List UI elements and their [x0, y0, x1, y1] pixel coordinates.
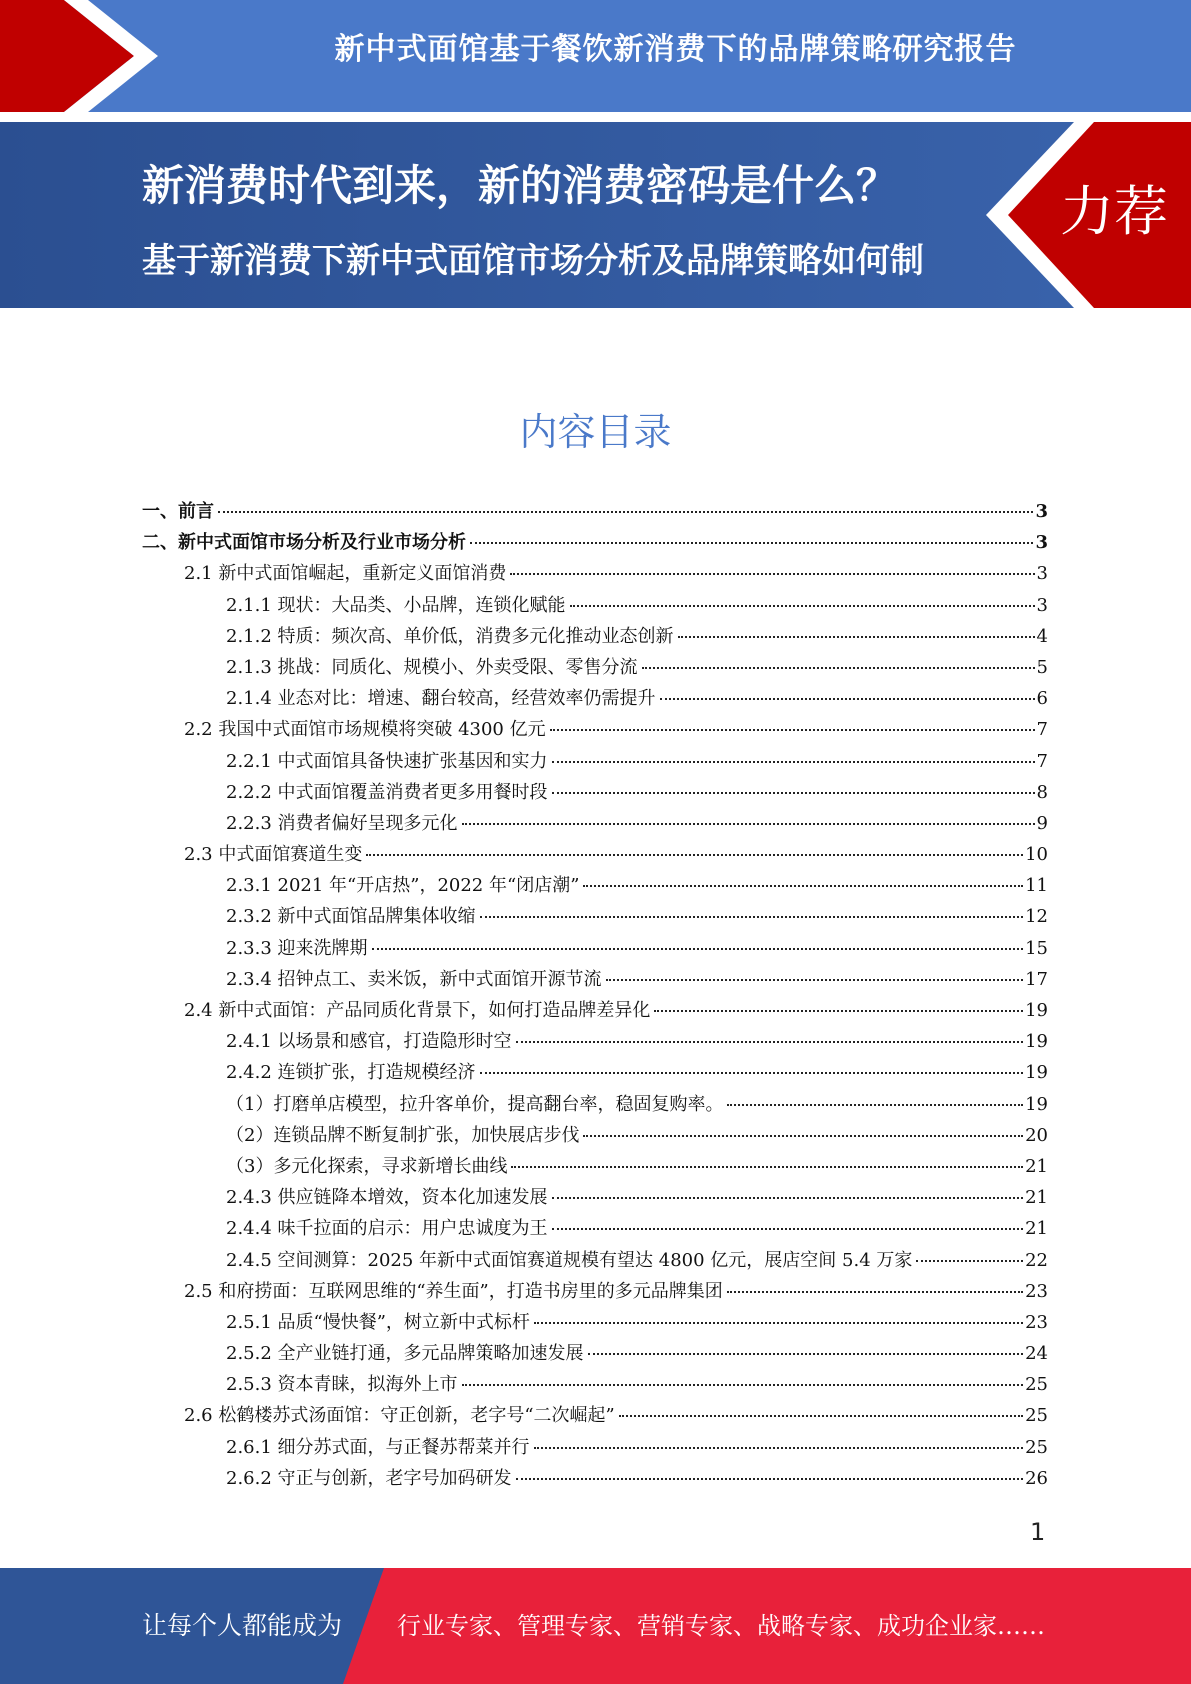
toc-entry-label: 2.5.1 品质“慢快餐”，树立新中式标杆 [226, 1311, 530, 1333]
toc-dot-leader [470, 541, 1033, 544]
toc-entry-label: （1）打磨单店模型，拉升客单价，提高翻台率，稳固复购率。 [226, 1093, 724, 1115]
toc-entry-page: 19 [1025, 1062, 1048, 1084]
toc-entry-page: 7 [1036, 719, 1048, 741]
toc-entry-label: 2.4.1 以场景和感官，打造隐形时空 [226, 1031, 512, 1053]
toc-entry[interactable] [142, 746, 1048, 777]
toc-entry[interactable] [142, 1182, 1048, 1213]
footer-band [0, 1568, 1191, 1684]
toc-dot-leader [462, 822, 1035, 825]
toc-entry-page: 12 [1025, 906, 1048, 928]
toc-entry-page: 20 [1025, 1124, 1048, 1146]
toc-entry-page: 4 [1036, 625, 1048, 647]
toc-entry-page: 22 [1025, 1249, 1048, 1271]
hero-headline: 新消费时代到来，新的消费密码是什么？ [142, 161, 899, 210]
toc-entry-page: 11 [1025, 875, 1048, 897]
toc-entry[interactable] [142, 1369, 1048, 1400]
toc-entry-label: 2.1.4 业态对比：增速、翻台较高，经营效率仍需提升 [226, 688, 656, 710]
toc-entry-page: 8 [1036, 781, 1048, 803]
toc-dot-leader [510, 572, 1034, 575]
toc-entry[interactable] [142, 1432, 1048, 1463]
toc-entry[interactable] [142, 496, 1048, 527]
toc-entry-page: 3 [1036, 563, 1048, 585]
toc-entry-label: 2.4 新中式面馆：产品同质化背景下，如何打造品牌差异化 [184, 1000, 651, 1021]
toc-dot-leader [619, 1414, 1023, 1417]
toc-entry[interactable] [142, 652, 1048, 683]
toc-entry-page: 25 [1025, 1405, 1048, 1427]
toc-entry-label: 2.3 中式面馆赛道生变 [184, 844, 363, 866]
toc-entry[interactable] [142, 683, 1048, 714]
toc-entry-page: 15 [1025, 937, 1048, 959]
toc-entry-label: 2.6.1 细分苏式面，与正餐苏帮菜并行 [226, 1436, 530, 1458]
toc-dot-leader [372, 947, 1024, 950]
toc-entry-page: 26 [1025, 1467, 1048, 1489]
toc-dot-leader [218, 510, 1033, 513]
toc-entry[interactable] [142, 964, 1048, 995]
toc-entry-label: 2.6 松鹤楼苏式汤面馆：守正创新，老字号“二次崛起” [184, 1405, 615, 1427]
toc-dot-leader [480, 915, 1024, 918]
toc-entry-label: 二、新中式面馆市场分析及行业市场分析 [142, 532, 466, 554]
toc-entry[interactable] [142, 933, 1048, 964]
toc-dot-leader [550, 728, 1035, 731]
toc-entry[interactable] [142, 1057, 1048, 1088]
toc-entry-page: 19 [1025, 1093, 1048, 1115]
toc-entry[interactable] [142, 1400, 1048, 1431]
toc-dot-leader [552, 1227, 1024, 1230]
toc-entry-label: 2.2 我国中式面馆市场规模将突破 4300 亿元 [184, 719, 546, 741]
toc-entry[interactable] [142, 901, 1048, 932]
toc-entry-page: 25 [1025, 1374, 1048, 1396]
toc-entry[interactable] [142, 1120, 1048, 1151]
toc-entry-page: 21 [1025, 1155, 1048, 1177]
toc-dot-leader [552, 791, 1035, 794]
toc-dot-leader [462, 1383, 1024, 1386]
toc-dot-leader [552, 1196, 1024, 1199]
toc-entry[interactable] [142, 1463, 1048, 1494]
toc-entry-label: 2.3.4 招钟点工、卖米饭，新中式面馆开源节流 [226, 968, 602, 990]
top-header-band [0, 0, 1191, 112]
toc-entry[interactable] [142, 1307, 1048, 1338]
toc-entry-page: 3 [1036, 594, 1048, 616]
toc-entry-page: 21 [1025, 1187, 1048, 1209]
toc-dot-leader [552, 760, 1035, 763]
toc-entry[interactable] [142, 1245, 1048, 1276]
toc-entry[interactable] [142, 1276, 1048, 1307]
toc-entry[interactable] [142, 714, 1048, 745]
toc-entry-page: 23 [1025, 1311, 1048, 1333]
toc-entry[interactable] [142, 777, 1048, 808]
toc-dot-leader [678, 635, 1035, 638]
toc-entry-label: 2.3.2 新中式面馆品牌集体收缩 [226, 906, 476, 928]
toc-entry-label: 2.5.3 资本青睐，拟海外上市 [226, 1374, 458, 1396]
page-number: 1 [1030, 1518, 1046, 1546]
toc-entry-label: （3）多元化探索，寻求新增长曲线 [226, 1155, 508, 1177]
toc-entry[interactable] [142, 1026, 1048, 1057]
toc-entry-page: 3 [1035, 532, 1048, 554]
toc-entry-label: 2.4.2 连锁扩张，打造规模经济 [226, 1062, 476, 1084]
toc-dot-leader [516, 1477, 1024, 1480]
recommend-badge: 力荐 [1060, 180, 1168, 243]
toc-entry[interactable] [142, 995, 1048, 1026]
toc-dot-leader [366, 853, 1023, 856]
toc-entry-page: 10 [1025, 844, 1048, 866]
toc-entry-page: 19 [1025, 1031, 1048, 1053]
toc-entry[interactable] [142, 527, 1048, 558]
toc-dot-leader [511, 1165, 1023, 1168]
toc-dot-leader [642, 666, 1035, 669]
toc-entry-label: 2.2.3 消费者偏好呈现多元化 [226, 812, 458, 834]
toc-entry[interactable] [142, 1089, 1048, 1120]
toc-entry-page: 23 [1025, 1280, 1048, 1302]
toc-entry-page: 21 [1025, 1218, 1048, 1240]
toc-entry[interactable] [142, 590, 1048, 621]
toc-entry-page: 5 [1036, 656, 1048, 678]
toc-dot-leader [583, 884, 1023, 887]
toc-dot-leader [727, 1103, 1023, 1106]
toc-dot-leader [570, 604, 1035, 607]
toc-entry[interactable] [142, 870, 1048, 901]
toc-entry-label: 一、前言 [142, 501, 214, 522]
toc-entry-page: 9 [1036, 812, 1048, 834]
toc-dot-leader [534, 1321, 1023, 1324]
toc-entry-label: 2.1.2 特质：频次高、单价低，消费多元化推动业态创新 [226, 625, 674, 647]
hero-band [0, 122, 1191, 347]
toc-dot-leader [916, 1259, 1023, 1262]
toc-entry-label: 2.6.2 守正与创新，老字号加码研发 [226, 1467, 512, 1489]
toc-entry[interactable] [142, 808, 1048, 839]
toc-entry-page: 3 [1035, 501, 1048, 522]
toc-entry-label: 2.4.4 味千拉面的启示：用户忠诚度为王 [226, 1218, 548, 1240]
toc-dot-leader [654, 1009, 1023, 1012]
toc-dot-leader [534, 1446, 1024, 1449]
toc-entry[interactable] [142, 558, 1048, 589]
footer-slogan-right: 行业专家、管理专家、营销专家、战略专家、成功企业家…… [397, 1612, 1045, 1640]
toc-entry-label: 2.4.3 供应链降本增效，资本化加速发展 [226, 1187, 548, 1209]
toc-entry-label: 2.5.2 全产业链打通，多元品牌策略加速发展 [226, 1343, 584, 1365]
toc-entry-page: 17 [1025, 968, 1048, 990]
toc-entry-label: （2）连锁品牌不断复制扩张，加快展店步伐 [226, 1124, 580, 1146]
toc-entry-label: 2.1.3 挑战：同质化、规模小、外卖受限、零售分流 [226, 656, 638, 678]
toc-dot-leader [583, 1134, 1023, 1137]
toc-entry[interactable] [142, 1338, 1048, 1369]
footer-slogan-left: 让每个人都能成为 [142, 1611, 343, 1640]
toc-dot-leader [660, 697, 1035, 700]
toc-entry-label: 2.1.1 现状：大品类、小品牌，连锁化赋能 [226, 594, 566, 616]
toc-entry[interactable] [142, 621, 1048, 652]
toc-dot-leader [516, 1040, 1024, 1043]
report-title: 新中式面馆基于餐饮新消费下的品牌策略研究报告 [334, 32, 1017, 67]
toc-heading: 内容目录 [519, 410, 672, 454]
toc-entry-label: 2.2.2 中式面馆覆盖消费者更多用餐时段 [226, 781, 548, 803]
toc-dot-leader [480, 1071, 1024, 1074]
toc-entry[interactable] [142, 1151, 1048, 1182]
toc-entry-label: 2.4.5 空间测算：2025 年新中式面馆赛道规模有望达 4800 亿元，展店空间 5.4 万家 [226, 1249, 913, 1271]
toc-entry-page: 24 [1025, 1343, 1048, 1365]
toc-entry[interactable] [142, 1213, 1048, 1244]
toc-entry-page: 7 [1036, 750, 1048, 772]
toc-entry-page: 25 [1025, 1436, 1048, 1458]
toc-entry-page: 19 [1025, 1000, 1048, 1021]
toc-entry-label: 2.1 新中式面馆崛起，重新定义面馆消费 [184, 563, 507, 585]
toc-entry-page: 6 [1036, 688, 1048, 710]
toc-dot-leader [606, 978, 1024, 981]
toc-entry-label: 2.3.3 迎来洗牌期 [226, 937, 368, 959]
toc-dot-leader [727, 1290, 1023, 1293]
toc-entry[interactable] [142, 839, 1048, 870]
hero-subhead: 基于新消费下新中式面馆市场分析及品牌策略如何制定？？？ [142, 241, 924, 347]
toc-entry-label: 2.5 和府捞面：互联网思维的“养生面”，打造书房里的多元品牌集团 [184, 1280, 723, 1302]
table-of-contents [142, 496, 1048, 1494]
toc-entry-label: 2.2.1 中式面馆具备快速扩张基因和实力 [226, 750, 548, 772]
toc-dot-leader [588, 1352, 1024, 1355]
toc-entry-label: 2.3.1 2021 年“开店热”，2022 年“闭店潮” [226, 875, 580, 897]
